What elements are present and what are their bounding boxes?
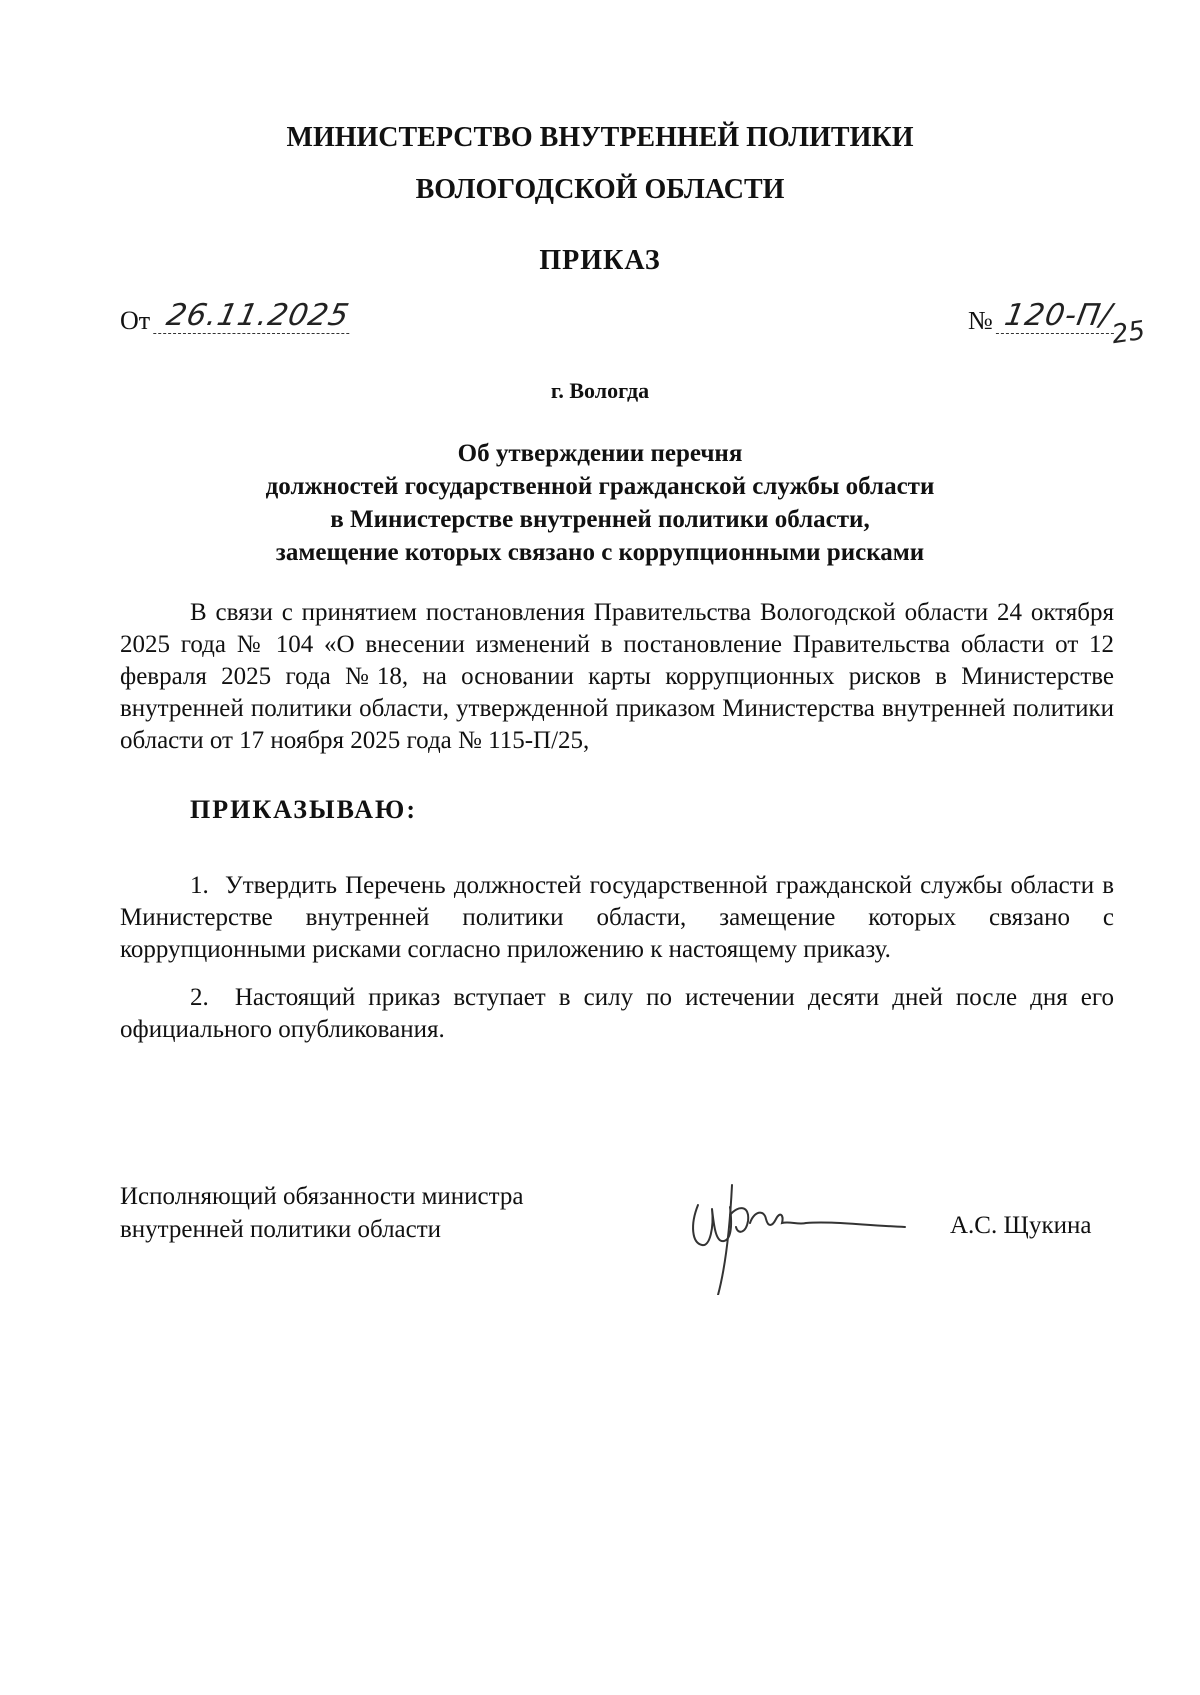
ministry-line-1: МИНИСТЕРСТВО ВНУТРЕННЕЙ ПОЛИТИКИ <box>286 122 914 153</box>
item-1-text: Утвердить Перечень должностей государственной гражданской службы области в Министерстве внутренней политики области, замещение которых связано с коррупционными рисками согласно приложению к настоящему приказу. <box>120 872 1115 963</box>
document-type-title: ПРИКАЗ <box>539 245 661 276</box>
handwritten-signature <box>680 1165 910 1295</box>
position-line-1: Исполняющий обязанности министра <box>120 1183 524 1210</box>
subject-line-2: должностей государственной гражданской службы области <box>265 473 935 500</box>
order-date-line <box>120 298 353 338</box>
order-number-line <box>968 298 1117 338</box>
handwritten-number-suffix: 25 <box>1110 315 1148 351</box>
ministry-line-2: ВОЛОГОДСКОЙ ОБЛАСТИ <box>415 174 785 205</box>
handwritten-number: 120-П/ <box>996 298 1120 334</box>
ministry-heading <box>0 112 1200 216</box>
item-1-number: 1. <box>190 872 209 899</box>
order-item-2 <box>120 982 1114 1046</box>
order-subject <box>0 437 1200 569</box>
subject-line-4: замещение которых связано с коррупционными рисками <box>275 539 925 566</box>
command-word: ПРИКАЗЫВАЮ: <box>190 795 417 824</box>
order-item-1 <box>120 870 1114 966</box>
date-prefix: От <box>120 306 151 335</box>
preamble-paragraph: В связи с принятием постановления Правительства Вологодской области 24 октября 2025 года № 104 «О внесении изменений в постановление Правительства области от 12 февраля 2025 года №18, на основании карты коррупционных рисков в Министерстве внутренней политики области, утвержденной приказом Министерства внутренней политики области от 17 ноября 2025 года № 115-П/25, <box>120 599 1114 754</box>
position-line-2: внутренней политики области <box>120 1216 442 1243</box>
city-name: г. Вологда <box>550 378 650 403</box>
signatory-name: А.С. Щукина <box>950 1212 1092 1239</box>
number-prefix: № <box>968 306 993 335</box>
item-2-number: 2. <box>190 984 209 1011</box>
handwritten-date: 26.11.2025 <box>153 298 356 334</box>
item-2-text: Настоящий приказ вступает в силу по истечении десяти дней после дня его официального опубликования. <box>120 984 1114 1043</box>
subject-line-1: Об утверждении перечня <box>457 440 743 467</box>
subject-line-3: в Министерстве внутренней политики области, <box>330 506 870 533</box>
signatory-position <box>120 1180 523 1246</box>
